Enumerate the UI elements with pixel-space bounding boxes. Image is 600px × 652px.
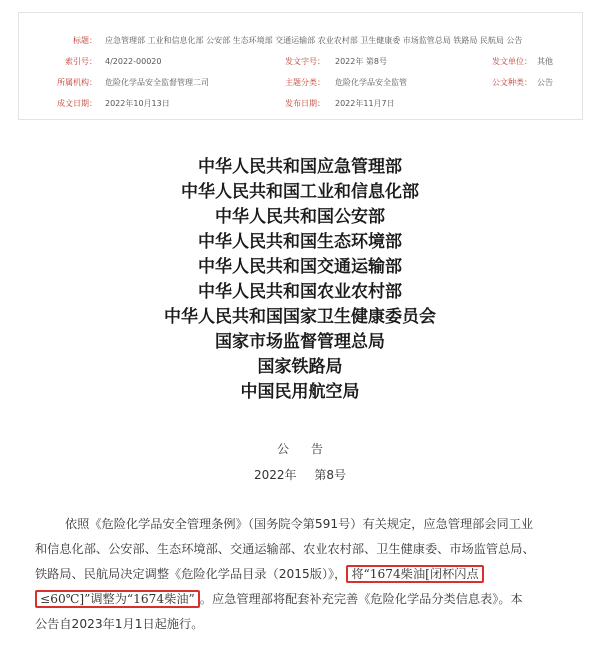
metadata-title-row — [19, 31, 582, 51]
issuer-name: 中华人民共和国国家卫生健康委员会 — [164, 307, 436, 327]
issuer-unit-value: 其他 — [537, 57, 553, 66]
highlighted-change-part2: ≤60℃]”调整为“1674柴油” — [35, 590, 200, 608]
org-value: 危险化学品安全监督管理二司 — [105, 78, 209, 87]
published-date-label: 发布日期： — [285, 99, 325, 108]
body-line: 依照《危险化学品安全管理条例》（国务院令第591号）有关规定，应急管理部会同工业 — [65, 517, 534, 531]
body-line — [35, 562, 580, 587]
issuer-name: 中华人民共和国应急管理部 — [198, 157, 402, 177]
body-text-segment: 。应急管理部将配套补充完善《危险化学品分类信息表》。本 — [199, 592, 523, 606]
highlighted-change-part1: 将“1674柴油[闭杯闪点 — [346, 565, 483, 583]
body-line: 和信息化部、公安部、生态环境部、交通运输部、农业农村部、卫生健康委、市场监管总局、 — [35, 542, 535, 556]
doc-type-value: 公告 — [537, 78, 553, 87]
body-text-segment: 铁路局、民航局决定调整《危险化学品目录（2015版）》， — [35, 567, 347, 581]
doc-type-label: 公文种类： — [492, 78, 532, 87]
doc-number-value: 2022年 第8号 — [335, 57, 387, 66]
title-value: 应急管理部 工业和信息化部 公安部 生态环境部 交通运输部 农业农村部 卫生健康委 市场监管总局 铁路局 民航局 公告 — [105, 36, 523, 45]
metadata-index-row — [19, 52, 582, 72]
issuer-unit-label: 发文单位： — [492, 57, 532, 66]
issuer-name: 中华人民共和国农业农村部 — [198, 282, 402, 302]
issuer-name: 中国民用航空局 — [240, 382, 360, 402]
issuing-agencies — [0, 155, 600, 405]
index-value: 4/2022-00020 — [105, 57, 162, 66]
metadata-org-row — [19, 73, 582, 93]
metadata-date-row — [19, 94, 582, 114]
metadata-panel — [18, 12, 583, 120]
category-value: 危险化学品安全监管 — [335, 78, 407, 87]
body-line: 公告自2023年1月1日起施行。 — [35, 617, 204, 631]
issuer-name: 中华人民共和国生态环境部 — [198, 232, 402, 252]
index-label: 索引号： — [65, 57, 97, 66]
issuer-name: 国家铁路局 — [257, 357, 343, 377]
category-label: 主题分类： — [285, 78, 325, 87]
published-date-value: 2022年11月7日 — [335, 99, 395, 108]
title-label: 标题： — [73, 36, 97, 45]
created-date-label: 成文日期： — [57, 99, 97, 108]
issuer-name: 国家市场监督管理总局 — [215, 332, 385, 352]
announcement-number: 2022年 第8号 — [254, 468, 346, 482]
created-date-value: 2022年10月13日 — [105, 99, 170, 108]
issuer-name: 中华人民共和国公安部 — [215, 207, 385, 227]
issuer-name: 中华人民共和国交通运输部 — [198, 257, 402, 277]
announcement-heading: 公告 — [276, 442, 345, 456]
issuer-name: 中华人民共和国工业和信息化部 — [181, 182, 419, 202]
org-label: 所属机构： — [57, 78, 97, 87]
announcement-body — [35, 512, 580, 637]
doc-number-label: 发文字号： — [285, 57, 325, 66]
body-line — [35, 587, 580, 612]
